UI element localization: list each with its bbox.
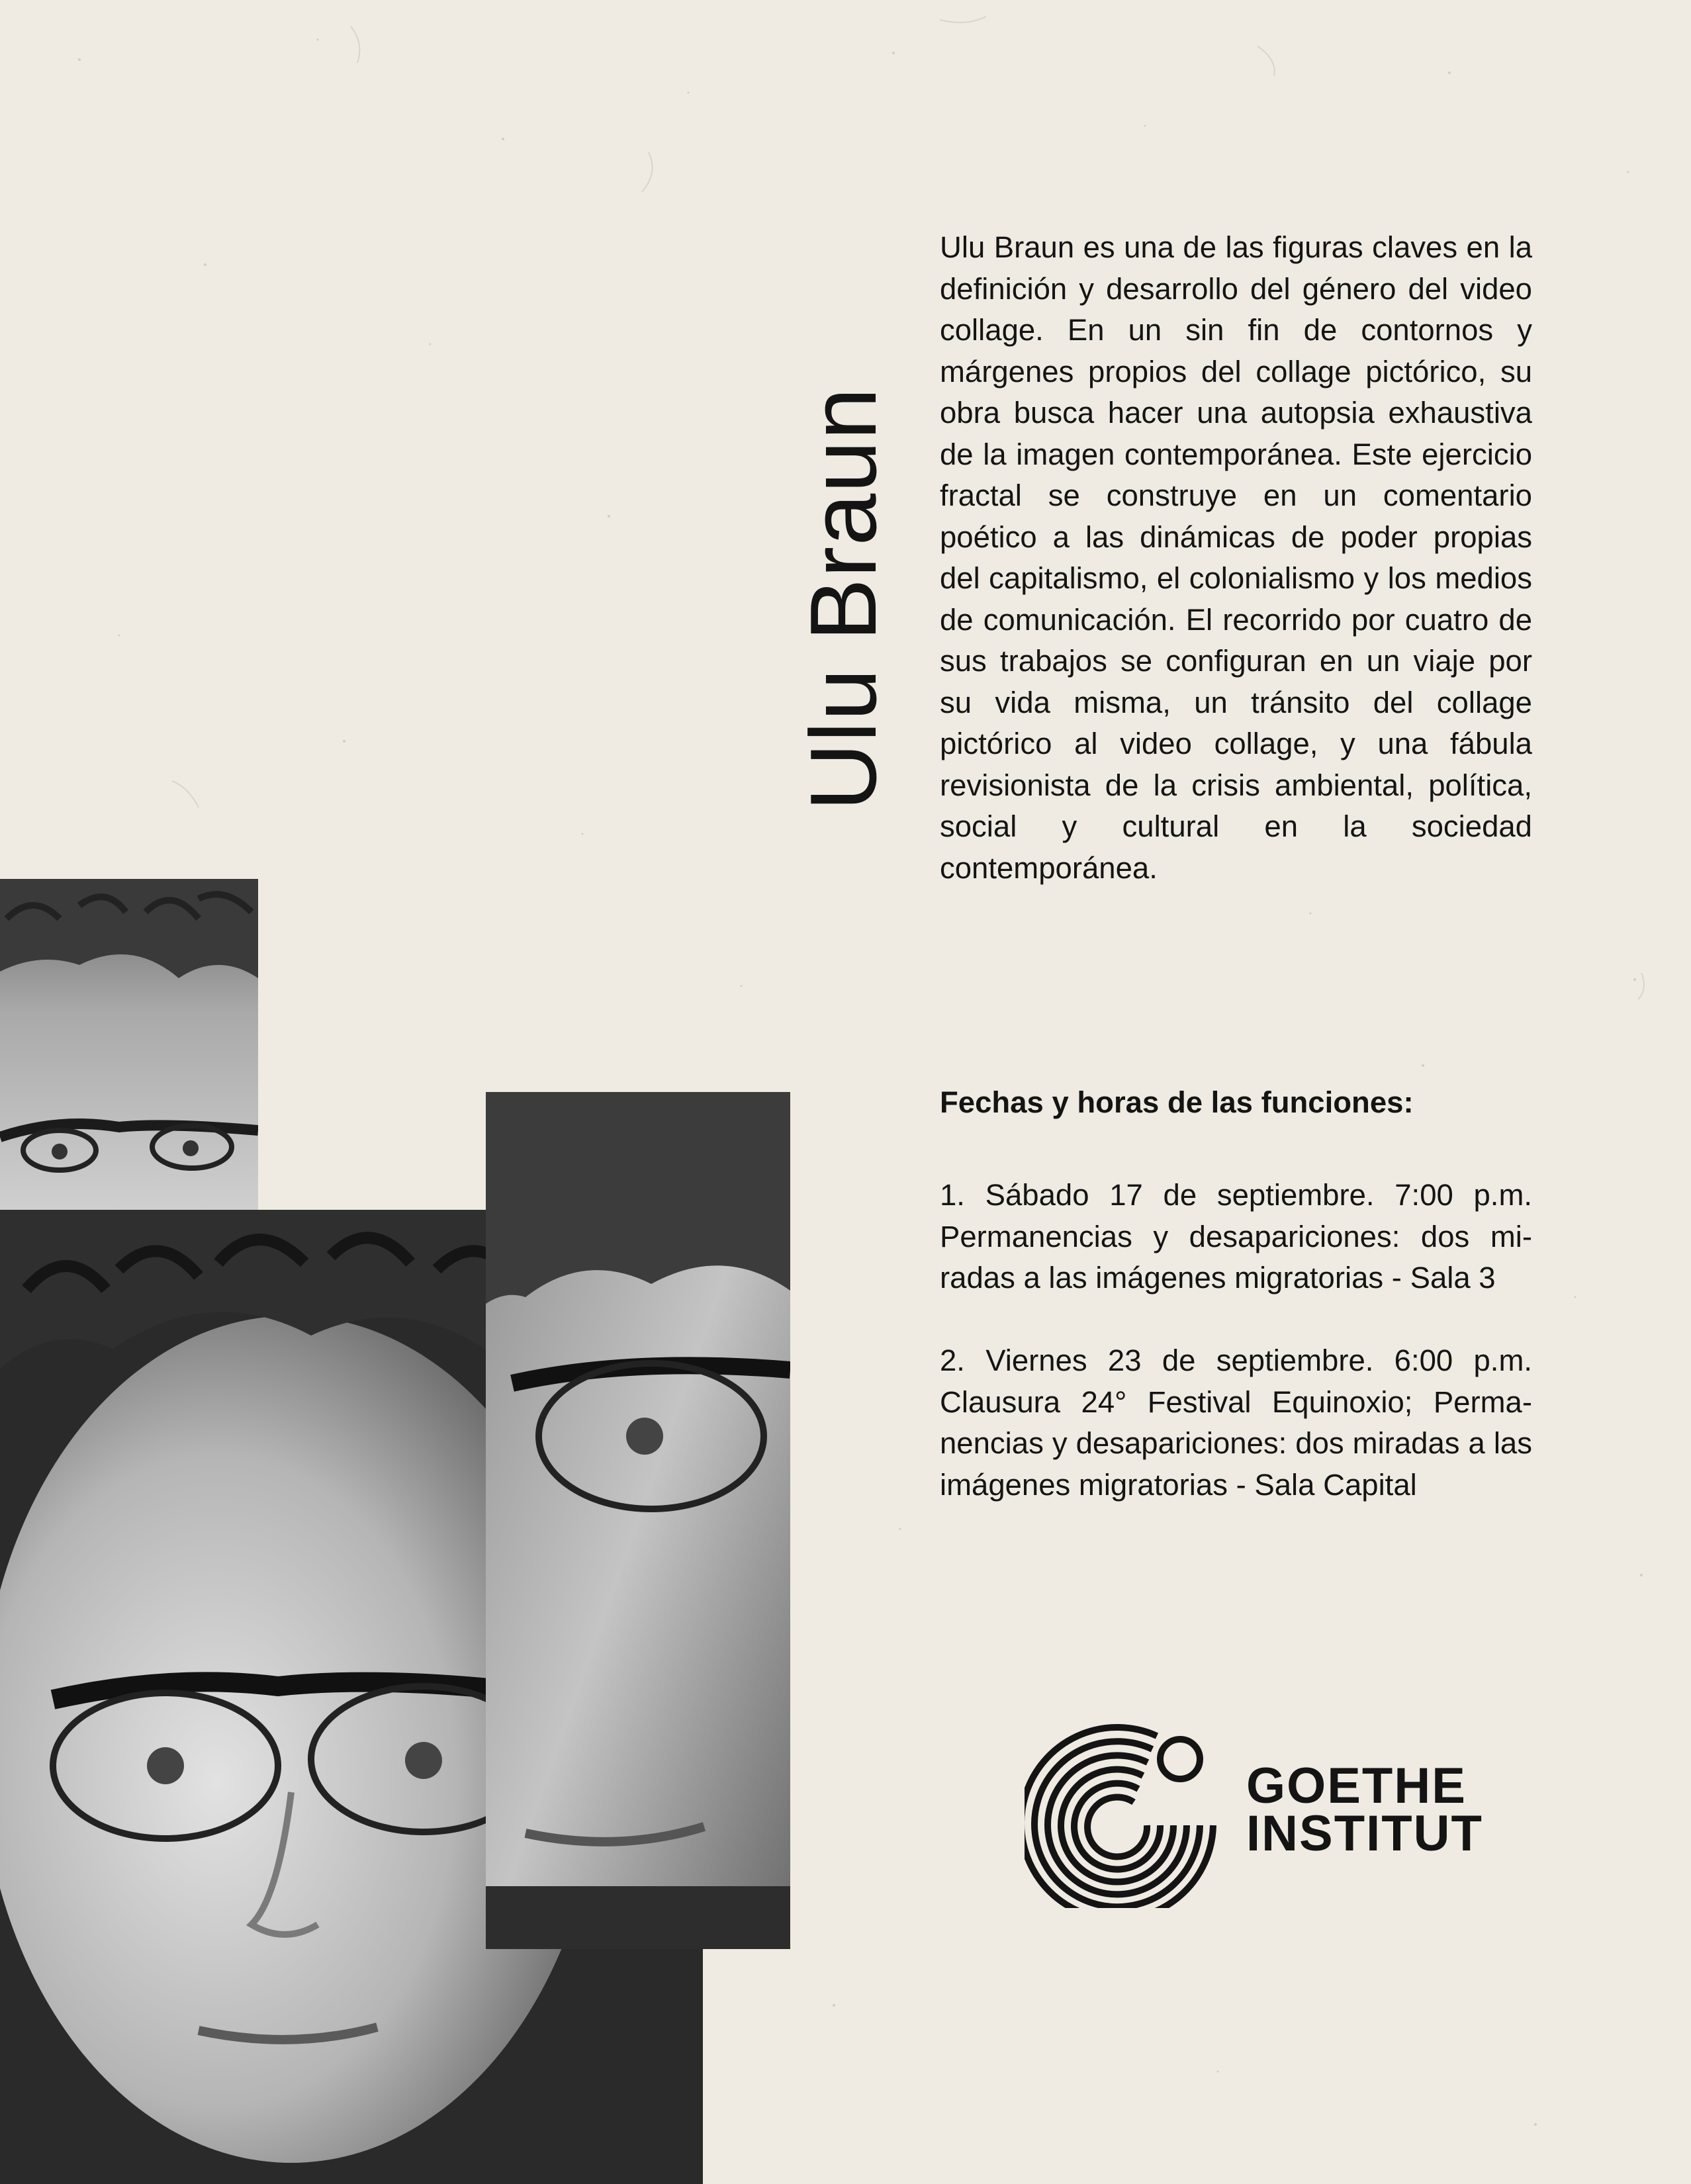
goethe-institut-logo-icon: [1025, 1716, 1223, 1908]
goethe-institut-logo: [1025, 1716, 1481, 1908]
schedule-heading: Fechas y horas de las funciones:: [940, 1085, 1414, 1119]
artist-bio: Ulu Braun es una de las figuras claves en la definición y desarrollo del género del video collage. En un sin fin de contornos y márgenes propios del collage pictórico, su obra busca hacer una autopsia exhaustiva de la imagen contemporánea. Este ejercicio fractal se construye en un comentario poético a las dinámicas de poder propias del capitalismo, el colonialismo y los medios de comunicación. El recorrido por cuatro de sus trabajos se configuran en un viaje por su vida misma, un tránsito del collage pictórico al video collage, y una fábula revisionista de la crisis ambiental, política, social y cultural en la sociedad contemporánea.: [940, 230, 1532, 885]
artist-name: Ulu Braun: [791, 387, 896, 811]
show-item-2: 2. Viernes 23 de septiembre. 6:00 p.m. Clausura 24° Festival Equinoxio; Permanencias y desapariciones: dos miradas a las imágenes migratorias - Sala Capital: [940, 1343, 1532, 1502]
artist-name-vertical: [792, 311, 895, 887]
logo-line-2: INSTITUT: [1246, 1805, 1483, 1862]
show-item-1: 1. Sábado 17 de septiembre. 7:00 p.m. Permanencias y desapariciones: dos miradas a las imágenes migratorias - Sala 3: [940, 1178, 1532, 1295]
logo-line-1: GOETHE: [1246, 1758, 1467, 1814]
portrait-photo-top-left: [0, 879, 258, 1210]
logo-wordmark: [1246, 1758, 1483, 1862]
portrait-photo-right: [486, 1092, 790, 1949]
